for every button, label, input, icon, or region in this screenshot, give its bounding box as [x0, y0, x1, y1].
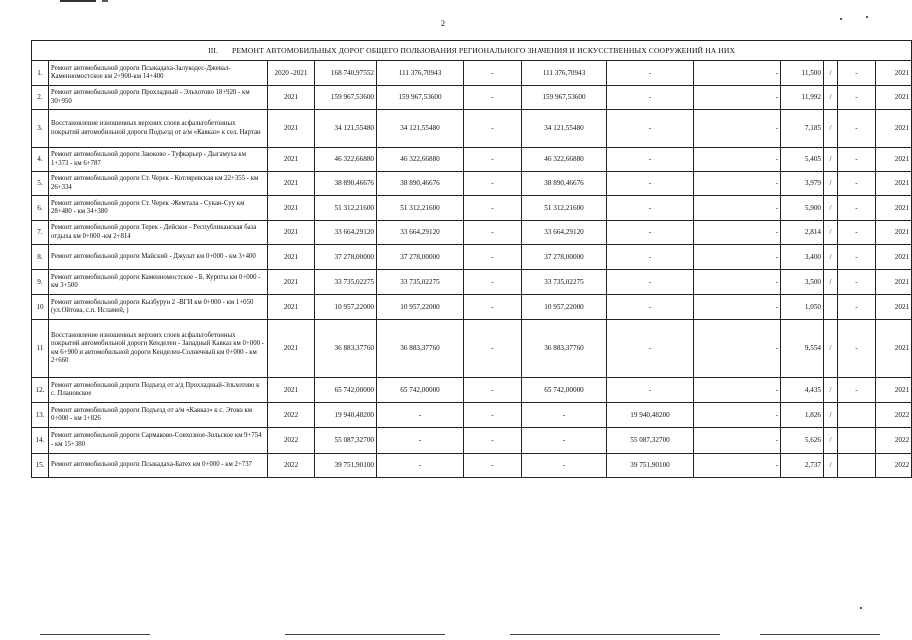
funding-1: 33 664,29120	[377, 221, 464, 245]
mark-1: /	[824, 245, 838, 270]
funding-4: -	[607, 172, 694, 196]
funding-1: 51 312,21600	[377, 196, 464, 221]
period: 2021	[268, 270, 315, 295]
mark-2: -	[838, 270, 876, 295]
row-number: 14.	[32, 428, 49, 454]
funding-4: 55 087,32700	[607, 428, 694, 454]
mark-1: /	[824, 320, 838, 378]
mark-1: /	[824, 221, 838, 245]
period: 2021	[268, 172, 315, 196]
scan-line	[285, 634, 445, 635]
funding-2: -	[464, 454, 522, 478]
scan-speck	[866, 16, 868, 18]
total-cost: 37 278,00000	[315, 245, 377, 270]
period: 2020 -2021	[268, 61, 315, 86]
funding-4: -	[607, 196, 694, 221]
total-cost: 33 664,29120	[315, 221, 377, 245]
funding-4: -	[607, 245, 694, 270]
completion-year: 2021	[876, 196, 912, 221]
funding-2: -	[464, 378, 522, 403]
funding-2: -	[464, 270, 522, 295]
road-name: Ремонт автомобильной дороги Псыкадаха-Залукодес-Джевал-Каменномостское км 2+900-км 14+400	[49, 61, 268, 86]
table-row	[32, 454, 912, 478]
funding-1: 46 322,66880	[377, 148, 464, 172]
scan-line	[760, 634, 880, 635]
mark-1: /	[824, 428, 838, 454]
funding-4: -	[607, 86, 694, 110]
funding-3: -	[522, 428, 607, 454]
funding-4: -	[607, 148, 694, 172]
funding-5: -	[694, 270, 781, 295]
road-name: Ремонт автомобильной дороги Заюково - Туфкарьер - Дыгамуха км 1+373 - км 6+787	[49, 148, 268, 172]
period: 2021	[268, 196, 315, 221]
funding-3: 111 376,70943	[522, 61, 607, 86]
road-name: Ремонт автомобильной дороги Кызбурун 2 -ВГИ км 0+000 - км 1+050 (ул.Ойтова, с.п. Исламей, )	[49, 295, 268, 320]
funding-1: -	[377, 454, 464, 478]
funding-1: 38 890,46676	[377, 172, 464, 196]
completion-year: 2022	[876, 428, 912, 454]
table-row	[32, 221, 912, 245]
funding-4: -	[607, 295, 694, 320]
funding-5: -	[694, 295, 781, 320]
total-cost: 55 087,32700	[315, 428, 377, 454]
length-km: 11,500	[781, 61, 824, 86]
road-name: Ремонт автомобильной дороги Псыкадаха-Батех км 0+000 - км 2+737	[49, 454, 268, 478]
row-number: 2.	[32, 86, 49, 110]
table-row	[32, 110, 912, 148]
length-km: 7,185	[781, 110, 824, 148]
table-row	[32, 270, 912, 295]
mark-1: /	[824, 148, 838, 172]
total-cost: 33 735,02275	[315, 270, 377, 295]
length-km: 1,050	[781, 295, 824, 320]
mark-2: -	[838, 61, 876, 86]
period: 2021	[268, 320, 315, 378]
completion-year: 2021	[876, 86, 912, 110]
period: 2022	[268, 403, 315, 428]
completion-year: 2022	[876, 454, 912, 478]
funding-1: -	[377, 428, 464, 454]
road-name: Ремонт автомобильной дороги Ст. Черек -Жемтала - Сукан-Суу км 28+480 - км 34+380	[49, 196, 268, 221]
mark-2	[838, 403, 876, 428]
mark-2	[838, 454, 876, 478]
length-km: 5,626	[781, 428, 824, 454]
funding-5: -	[694, 245, 781, 270]
funding-3: -	[522, 454, 607, 478]
table-row	[32, 378, 912, 403]
scan-mark	[60, 0, 96, 2]
period: 2022	[268, 428, 315, 454]
row-number: 3.	[32, 110, 49, 148]
funding-5: -	[694, 378, 781, 403]
funding-4: -	[607, 61, 694, 86]
funding-1: 36 883,37760	[377, 320, 464, 378]
road-name: Ремонт автомобильной дороги Ст. Черек - Котляревская км 22+355 - км 26+334	[49, 172, 268, 196]
scan-speck	[840, 18, 842, 20]
total-cost: 39 751,90100	[315, 454, 377, 478]
mark-2: -	[838, 320, 876, 378]
funding-2: -	[464, 403, 522, 428]
mark-2: -	[838, 110, 876, 148]
table-row	[32, 172, 912, 196]
row-number: 6.	[32, 196, 49, 221]
funding-1: 65 742,00000	[377, 378, 464, 403]
row-number: 4.	[32, 148, 49, 172]
row-number: 5.	[32, 172, 49, 196]
funding-5: -	[694, 110, 781, 148]
funding-4: -	[607, 320, 694, 378]
funding-4: 39 751,90100	[607, 454, 694, 478]
funding-2: -	[464, 148, 522, 172]
funding-5: -	[694, 172, 781, 196]
mark-2: -	[838, 295, 876, 320]
funding-2: -	[464, 172, 522, 196]
mark-1: /	[824, 403, 838, 428]
funding-5: -	[694, 86, 781, 110]
road-name: Ремонт автомобильной дороги Каменномостское - Б. Курпты км 0+000 - км 3+500	[49, 270, 268, 295]
length-km: 11,992	[781, 86, 824, 110]
total-cost: 46 322,66880	[315, 148, 377, 172]
funding-3: 65 742,00000	[522, 378, 607, 403]
period: 2021	[268, 378, 315, 403]
total-cost: 10 957,22000	[315, 295, 377, 320]
funding-2: -	[464, 320, 522, 378]
completion-year: 2021	[876, 148, 912, 172]
table-row	[32, 148, 912, 172]
mark-1: /	[824, 110, 838, 148]
row-number: 7.	[32, 221, 49, 245]
funding-2: -	[464, 221, 522, 245]
funding-3: 33 735,02275	[522, 270, 607, 295]
section-title	[32, 41, 912, 61]
section-header-row	[32, 41, 912, 61]
total-cost: 65 742,00000	[315, 378, 377, 403]
period: 2022	[268, 454, 315, 478]
funding-1: -	[377, 403, 464, 428]
period: 2021	[268, 110, 315, 148]
funding-3: 34 121,55480	[522, 110, 607, 148]
funding-5: -	[694, 428, 781, 454]
table-row	[32, 428, 912, 454]
mark-2: -	[838, 196, 876, 221]
length-km: 9,554	[781, 320, 824, 378]
period: 2021	[268, 295, 315, 320]
road-name: Ремонт автомобильной дороги Майский - Джулат км 0+000 - км 3+400	[49, 245, 268, 270]
road-name: Ремонт автомобильной дороги Подъезд от а/м «Кавказ» к с. Этоко км 0+000 - км 1+826	[49, 403, 268, 428]
funding-3: 37 278,00000	[522, 245, 607, 270]
total-cost: 168 740,97552	[315, 61, 377, 86]
mark-1: /	[824, 270, 838, 295]
funding-1: 159 967,53600	[377, 86, 464, 110]
row-number: 11	[32, 320, 49, 378]
funding-1: 34 121,55480	[377, 110, 464, 148]
period: 2021	[268, 148, 315, 172]
funding-1: 37 278,00000	[377, 245, 464, 270]
scan-mark	[102, 0, 108, 2]
row-number: 10	[32, 295, 49, 320]
period: 2021	[268, 221, 315, 245]
road-name: Ремонт автомобильной дороги Терек - Дейское - Республиканская база отдыха км 0+000 -км 2+814	[49, 221, 268, 245]
length-km: 3,400	[781, 245, 824, 270]
completion-year: 2021	[876, 172, 912, 196]
scan-line	[510, 634, 720, 635]
funding-2: -	[464, 295, 522, 320]
table-row	[32, 295, 912, 320]
mark-1: /	[824, 61, 838, 86]
road-name: Восстановление изношенных верхних слоев асфальтобетонных покрытий автомобильной дороги Подъезд от а/м «Кавказ» к сел. Нартан	[49, 110, 268, 148]
mark-1: /	[824, 86, 838, 110]
funding-4: -	[607, 270, 694, 295]
mark-1: /	[824, 454, 838, 478]
funding-2: -	[464, 110, 522, 148]
funding-5: -	[694, 148, 781, 172]
completion-year: 2021	[876, 221, 912, 245]
funding-2: -	[464, 428, 522, 454]
funding-5: -	[694, 320, 781, 378]
completion-year: 2021	[876, 61, 912, 86]
row-number: 12.	[32, 378, 49, 403]
table-row	[32, 86, 912, 110]
road-name: Восстановление изношенных верхних слоев асфальтобетонных покрытий автомобильной дороги Кенделен - Западный Кавказ км 0+000 - км 6+900 и автомобильной дороги Кенделен-Солнечный км 0+000 - км 2+660	[49, 320, 268, 378]
total-cost: 36 883,37760	[315, 320, 377, 378]
table-row	[32, 245, 912, 270]
mark-2: -	[838, 148, 876, 172]
road-name: Ремонт автомобильной дороги Сармаково-Совхозное-Зольское км 9+754 - км 15+380	[49, 428, 268, 454]
funding-2: -	[464, 196, 522, 221]
completion-year: 2021	[876, 270, 912, 295]
mark-1: /	[824, 172, 838, 196]
mark-2: -	[838, 172, 876, 196]
road-name: Ремонт автомобильной дороги Прохладный - Эльхотово 18+920 - км 30+950	[49, 86, 268, 110]
length-km: 5,900	[781, 196, 824, 221]
funding-3: 46 322,66880	[522, 148, 607, 172]
scan-speck	[860, 607, 862, 609]
mark-2: -	[838, 86, 876, 110]
length-km: 5,405	[781, 148, 824, 172]
funding-3: 159 967,53600	[522, 86, 607, 110]
funding-3: 36 883,37760	[522, 320, 607, 378]
funding-4: 19 940,48200	[607, 403, 694, 428]
mark-1	[824, 295, 838, 320]
row-number: 1.	[32, 61, 49, 86]
funding-5: -	[694, 403, 781, 428]
funding-3: 51 312,21600	[522, 196, 607, 221]
length-km: 3,979	[781, 172, 824, 196]
mark-2: -	[838, 378, 876, 403]
table-row	[32, 196, 912, 221]
funding-1: 111 376,70943	[377, 61, 464, 86]
funding-5: -	[694, 196, 781, 221]
funding-5: -	[694, 61, 781, 86]
mark-1: /	[824, 196, 838, 221]
mark-1: /	[824, 378, 838, 403]
completion-year: 2021	[876, 295, 912, 320]
period: 2021	[268, 245, 315, 270]
scan-line	[40, 634, 150, 635]
funding-4: -	[607, 110, 694, 148]
road-name: Ремонт автомобильной дороги Подъезд от а/д Прохладный-Эльхотово к с. Плановское	[49, 378, 268, 403]
period: 2021	[268, 86, 315, 110]
length-km: 1,826	[781, 403, 824, 428]
funding-3: 10 957,22000	[522, 295, 607, 320]
mark-2: -	[838, 221, 876, 245]
funding-2: -	[464, 61, 522, 86]
total-cost: 159 967,53600	[315, 86, 377, 110]
funding-4: -	[607, 221, 694, 245]
completion-year: 2021	[876, 110, 912, 148]
road-repair-table	[31, 40, 912, 478]
funding-5: -	[694, 221, 781, 245]
funding-2: -	[464, 245, 522, 270]
table-row	[32, 403, 912, 428]
completion-year: 2021	[876, 320, 912, 378]
mark-2: -	[838, 245, 876, 270]
section-title-text: РЕМОНТ АВТОМОБИЛЬНЫХ ДОРОГ ОБЩЕГО ПОЛЬЗОВАНИЯ РЕГИОНАЛЬНОГО ЗНАЧЕНИЯ И ИСКУССТВЕННЫХ СООРУЖЕНИЙ НА НИХ	[232, 45, 736, 55]
length-km: 4,435	[781, 378, 824, 403]
length-km: 2,814	[781, 221, 824, 245]
table-row	[32, 320, 912, 378]
funding-3: 38 890,46676	[522, 172, 607, 196]
total-cost: 38 890,46676	[315, 172, 377, 196]
total-cost: 19 940,48200	[315, 403, 377, 428]
row-number: 8.	[32, 245, 49, 270]
length-km: 2,737	[781, 454, 824, 478]
total-cost: 51 312,21600	[315, 196, 377, 221]
completion-year: 2021	[876, 378, 912, 403]
table-row	[32, 61, 912, 86]
funding-1: 33 735,02275	[377, 270, 464, 295]
row-number: 15.	[32, 454, 49, 478]
row-number: 9.	[32, 270, 49, 295]
page-number: 2	[441, 19, 445, 28]
funding-4: -	[607, 378, 694, 403]
mark-2	[838, 428, 876, 454]
funding-1: 10 957,22000	[377, 295, 464, 320]
funding-3: 33 664,29120	[522, 221, 607, 245]
section-roman: III.	[208, 45, 218, 55]
completion-year: 2022	[876, 403, 912, 428]
funding-3: -	[522, 403, 607, 428]
completion-year: 2021	[876, 245, 912, 270]
funding-2: -	[464, 86, 522, 110]
row-number: 13.	[32, 403, 49, 428]
funding-5: -	[694, 454, 781, 478]
length-km: 3,500	[781, 270, 824, 295]
total-cost: 34 121,55480	[315, 110, 377, 148]
